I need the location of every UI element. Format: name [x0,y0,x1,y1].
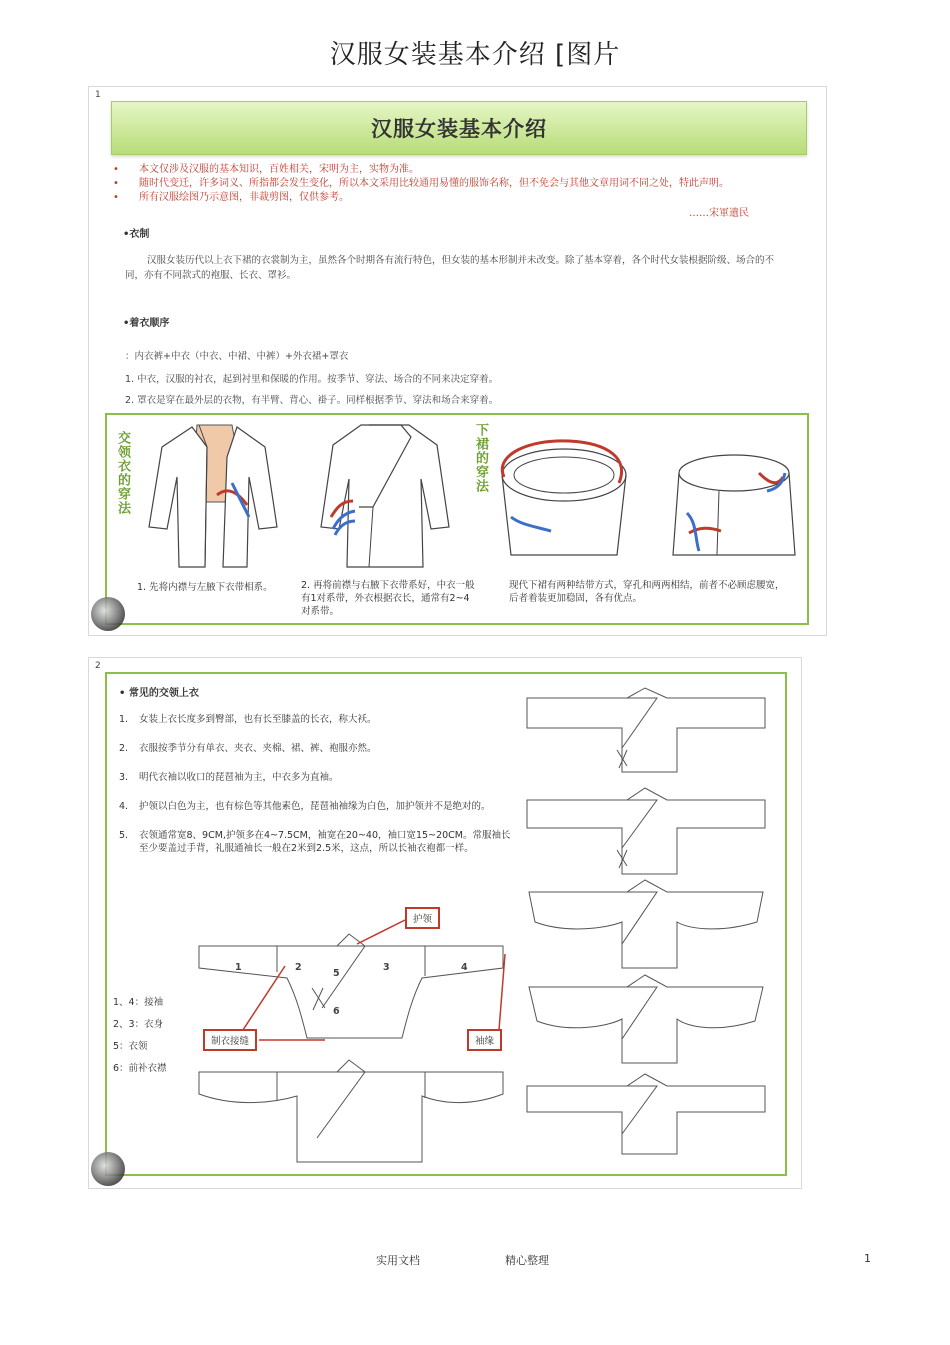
slide-number: 1 [95,90,101,100]
legend-item: 2、3：衣身 [113,1019,164,1030]
slide-1 [88,86,827,636]
footer-page-number: 1 [864,1252,871,1265]
part-number: 3 [383,962,390,973]
order-item: 1. 中衣，汉服的衬衣，起到衬里和保暖的作用。按季节、穿法、场合的不同来决定穿着。 [125,374,499,385]
intro-item: • 本文仅涉及汉服的基本知识，百姓相关，宋明为主，实物为准。 [113,163,813,177]
author-signature: ……宋軍遺民 [689,208,749,219]
part-number: 5 [333,968,340,979]
panel-title-jiaoling: 交领衣的穿法 [115,431,130,515]
note-item: 5. 衣领通常宽8、9CM,护领多在4~7.5CM，袖宽在20~40，袖口宽15~20CM。常服袖长至少要盖过手背，礼服通袖长一般在2米到2.5米，这点，所以长袖衣袍都一样。 [119,830,511,854]
skirt-tie-illustration-2 [659,443,809,575]
section-heading-jiaoling-tops: • 常见的交领上衣 [119,688,199,699]
note-item: 2. 衣服按季节分有单衣、夹衣、夹棉、裙、裤、袍服亦然。 [119,743,377,754]
note-item: 1. 女装上衣长度多到臀部，也有长至膝盖的长衣，称大袄。 [119,714,377,725]
legend-item: 5：衣领 [113,1041,148,1052]
footer-left-text: 实用文档 [376,1254,420,1267]
slide-banner-title: 汉服女装基本介绍 [111,101,807,155]
caption-skirt: 现代下裙有两种结带方式，穿孔和两两相结，前者不必顾虑腰宽，后者着装更加稳固，各有优点。 [509,580,785,604]
label-seam: 制衣接缝 [203,1029,257,1051]
footer-mid-text: 精心整理 [505,1254,549,1267]
long-jacket-diagram [197,1058,507,1168]
jacket-inner-tie-illustration [137,417,287,577]
label-collar-guard: 护领 [405,907,440,929]
dressing-order-line: ：内衣裤+中衣（中衣、中裙、中裤）+外衣裙+罩衣 [125,351,349,362]
part-number: 6 [333,1006,340,1017]
part-number: 4 [461,962,468,973]
skirt-tie-illustration-1 [489,435,639,575]
slide-number: 2 [95,661,101,671]
legend-item: 6：前补衣襟 [113,1063,167,1074]
order-item: 2. 罩衣是穿在最外层的衣物，有半臂、背心、褂子。同样根据季节、穿法和场合来穿着。 [125,395,499,406]
section-heading-order: •着衣顺序 [123,318,170,329]
note-item: 4. 护领以白色为主，也有棕色等其他素色，琵琶袖袖缘为白色，加护领并不是绝对的。 [119,801,491,812]
caption-step-2: 2. 再将前襟与右腋下衣带系好，中衣一般有1对系带，外衣根据衣长，通常有2~4对系带。 [301,580,475,617]
note-item: 3. 明代衣袖以收口的琵琶袖为主，中衣多为直袖。 [119,772,339,783]
part-number: 1 [235,962,242,973]
label-cuff: 袖缘 [467,1029,502,1051]
legend-item: 1、4：接袖 [113,997,164,1008]
ink-flower-logo [91,597,125,631]
slide-2 [88,657,802,1189]
intro-item: • 随时代变迁，许多词义、所指都会发生变化，所以本文采用比较通用易懂的服饰名称，但不免会与其他文章用词不同之处，特此声明。 [113,177,813,191]
section-text-yizhi: 汉服女装历代以上衣下裙的衣裳制为主，虽然各个时期各有流行特色，但女装的基本形制并未改变。除了基本穿着，各个时代女装根据阶级、场合的不同，亦有不同款式的袍服、长衣、罩衫。 [125,255,775,281]
panel-title-skirt: 下裙的穿法 [473,423,488,493]
document-title: 汉服女装基本介绍 [图片 [329,40,621,70]
ink-flower-logo [91,1152,125,1186]
section-heading-yizhi: •衣制 [123,229,150,240]
caption-step-1: 1. 先将内襟与左腋下衣带相系。 [137,582,273,593]
intro-list [113,163,813,205]
part-number: 2 [295,962,302,973]
jacket-outer-tie-illustration [311,417,461,577]
intro-item: • 所有汉服绘图乃示意图，非裁剪图，仅供参考。 [113,191,813,205]
